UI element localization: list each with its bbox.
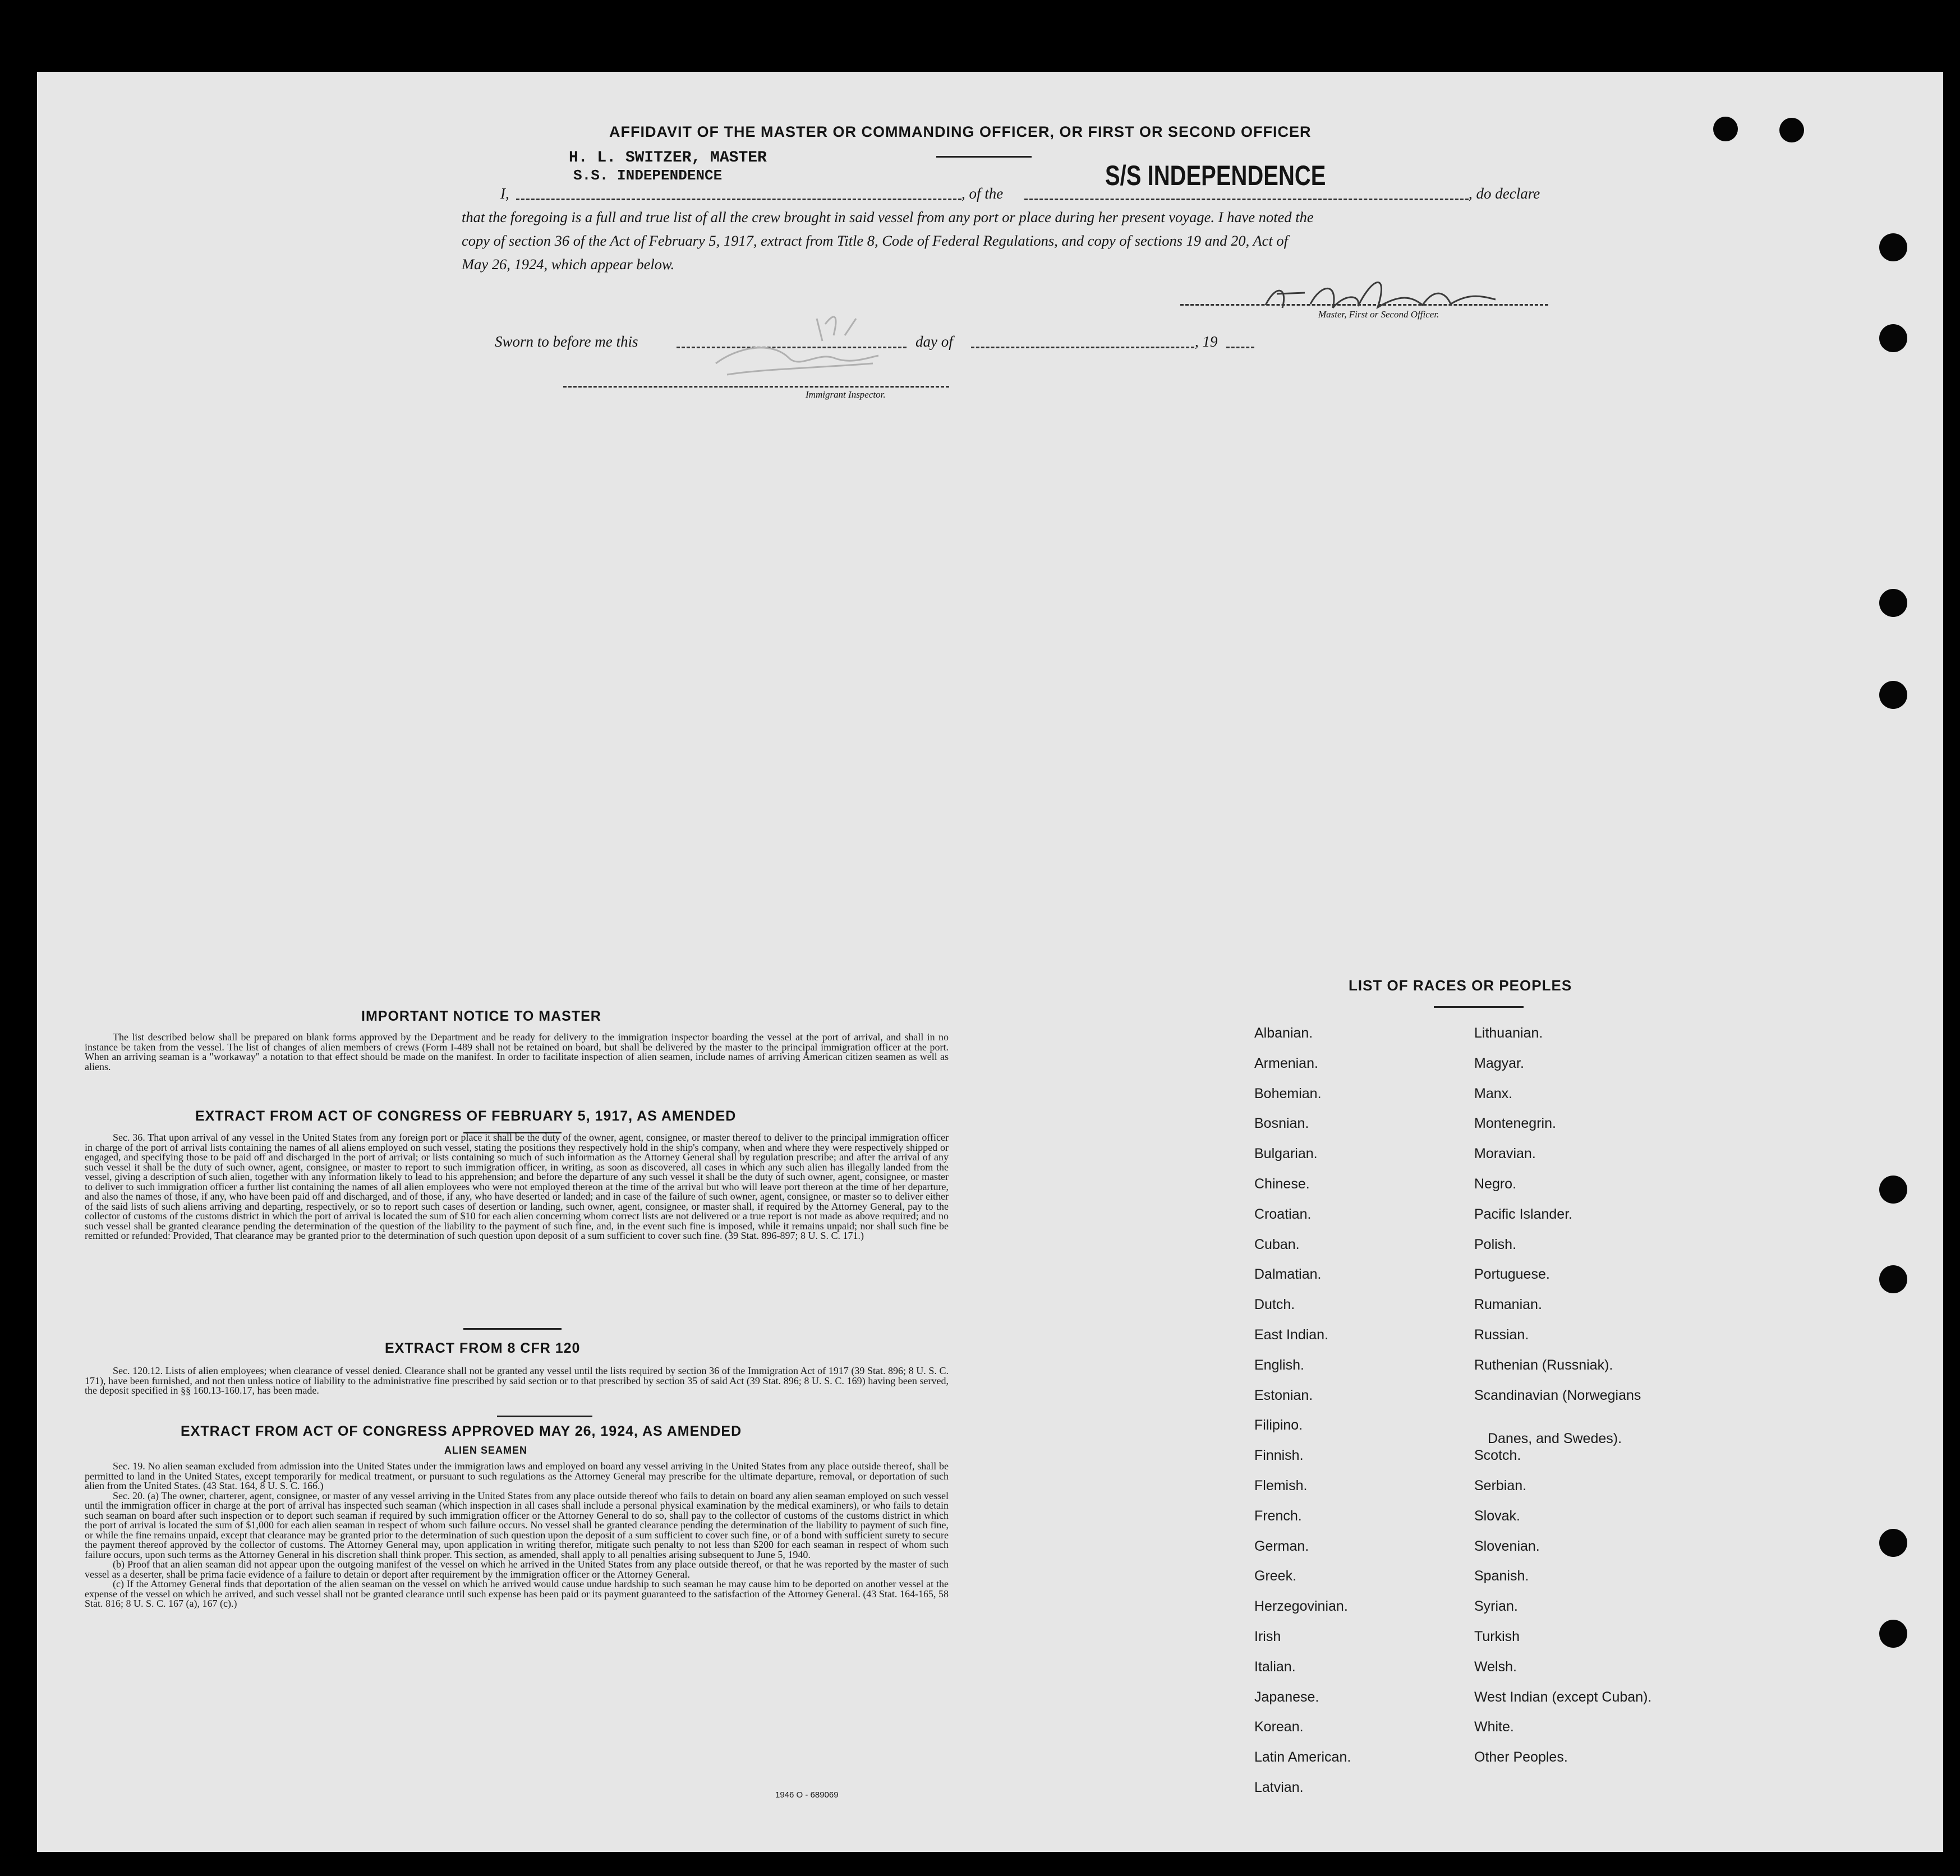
punch-hole bbox=[1713, 117, 1738, 141]
race-entry: German. bbox=[1254, 1538, 1309, 1554]
notice-text bbox=[85, 1033, 949, 1072]
sec-20a-paragraph: Sec. 20. (a) The owner, charterer, agent, consignee, or master of any vessel arriving in the United States from any place outside thereof who fails to detain on board any alien seaman employed on such vessel until the immigration officer in charge at the port of arrival has inspected such seaman (which inspection in all cases shall include a personal physical examination by the medical examiners), or who fails to detain such seaman on board after such inspection or to deport such seaman if required by such immigration officer or the Attorney General to do so, shall pay to the collector of customs of the customs district in which the port of arrival is located the sum of $1,000 for each alien seaman in respect of whom such failure occurs. No vessel shall be granted clearance pending the determination of the liability to payment of such fine, or while the fine remains unpaid, except that clearance may be granted prior to the determination of such question upon the deposit of a sum sufficient to cover such fine, or of a bond with sufficient surety to secure the payment thereof approved by the collector of customs. The Attorney General may, upon application in writing therefor, mitigate such penalty to not less than $200 for each seaman in respect of whom such failure occurs, upon such terms as the Attorney General in his discretion shall think proper. This section, as amended, shall apply to all penalties arising subsequent to June 5, 1940. bbox=[85, 1490, 949, 1560]
extract-1917-divider bbox=[463, 1328, 562, 1330]
sec-36-paragraph: Sec. 36. That upon arrival of any vessel in the United States from any foreign port or place it shall be the duty of the owner, agent, consignee, or master thereof to deliver to the principal immigration officer in charge of the port of arrival lists containing the names of all aliens employed on such vessel, stating the positions they respectively hold in the ship's company, when and where they were respectively shipped or engaged, and specifying those to be paid off and discharged in the port of arrival; or lists containing so much of such information as the Attorney General shall by regulation prescribe; and after the arrival of any such vessel it shall be the duty of such owner, agent, consignee, or master to report to such immigration officer, in writing, as soon as discovered, all cases in which any such alien has illegally landed from the vessel, giving a description of such alien, together with any information likely to lead to his apprehension; and before the departure of any such vessel it shall be the duty of such owner, agent, consignee, or master to deliver to such immigration officer a further list containing the names of all alien employees who were not employed thereon at the time of the arrival but who will leave port thereon at the time of her departure, and also the names of those, if any, who have been paid off and discharged, and of those, if any, who have deserted or landed; and in case of the failure of such owner, agent, consignee, or master so to deliver either of the said lists of such aliens arriving and departing, respectively, or so to report such cases of desertion or landing, such owner, agent, consignee, or master shall, if required by the Attorney General, pay to the collector of customs of the customs district in which the port of arrival is located the sum of $10 for each alien concerning whom correct lists are not delivered or a true report is not made as above required; and no such vessel shall be granted clearance pending the determination of the question of the liability to the payment of such fine, and, in the event such fine is imposed, while it remains unpaid; nor shall such fine be remitted or refunded: Provided, That clearance may be granted prior to the determination of such question upon deposit of a sum sufficient to cover such fine. (39 Stat. 896-897; 8 U. S. C. 171.) bbox=[85, 1132, 949, 1241]
race-entry: Magyar. bbox=[1474, 1055, 1524, 1071]
race-entry: English. bbox=[1254, 1357, 1304, 1373]
race-entry: Cuban. bbox=[1254, 1236, 1300, 1252]
extract-1924-title: EXTRACT FROM ACT OF CONGRESS APPROVED MAY 26, 1924, AS AMENDED bbox=[181, 1423, 742, 1439]
inspector-caption: Immigrant Inspector. bbox=[806, 389, 886, 400]
master-caption: Master, First or Second Officer. bbox=[1318, 309, 1439, 320]
race-entry: Moravian. bbox=[1474, 1146, 1536, 1162]
race-entry: Other Peoples. bbox=[1474, 1749, 1568, 1766]
race-entry: Rumanian. bbox=[1474, 1297, 1542, 1313]
affidavit-body-line-2: copy of section 36 of the Act of February 5, 1917, extract from Title 8, Code of Federal Regulations, and copy of sections 19 and 20, Act of bbox=[462, 232, 1288, 249]
race-entry: Dutch. bbox=[1254, 1297, 1295, 1313]
extract-1917-text bbox=[85, 1133, 949, 1241]
print-code: 1946 O - 689069 bbox=[775, 1790, 839, 1800]
sworn-month-line bbox=[971, 347, 1194, 348]
race-entry: Korean. bbox=[1254, 1719, 1304, 1735]
extract-1917-title: EXTRACT FROM ACT OF CONGRESS OF FEBRUARY 5, 1917, AS AMENDED bbox=[195, 1108, 737, 1124]
punch-hole bbox=[1879, 681, 1907, 709]
race-entry: White. bbox=[1474, 1719, 1514, 1735]
race-entry: Russian. bbox=[1474, 1327, 1529, 1343]
affidavit-body-line-3: May 26, 1924, which appear below. bbox=[462, 256, 675, 273]
race-entry: Danes, and Swedes). bbox=[1488, 1431, 1622, 1447]
race-entry: East Indian. bbox=[1254, 1327, 1329, 1343]
race-entry: Latvian. bbox=[1254, 1780, 1304, 1795]
vessel-name-line bbox=[1024, 199, 1469, 200]
title-underline bbox=[936, 156, 1032, 158]
punch-hole bbox=[1879, 1620, 1907, 1648]
race-entry: Latin American. bbox=[1254, 1749, 1351, 1766]
race-entry: Slovenian. bbox=[1474, 1538, 1540, 1554]
punch-hole bbox=[1879, 1176, 1907, 1204]
do-declare-label: , do declare bbox=[1469, 185, 1540, 202]
race-entry: West Indian (except Cuban). bbox=[1474, 1689, 1652, 1705]
race-entry: Portuguese. bbox=[1474, 1266, 1550, 1283]
vessel-name-stamp: S/S INDEPENDENCE bbox=[1105, 160, 1326, 191]
race-entry: Serbian. bbox=[1474, 1478, 1527, 1494]
punch-hole bbox=[1879, 1265, 1907, 1293]
race-entry: Herzegovinian. bbox=[1254, 1598, 1348, 1615]
race-entry: Turkish bbox=[1474, 1629, 1520, 1644]
extract-cfr-text bbox=[85, 1366, 949, 1396]
race-entry: Pacific Islander. bbox=[1474, 1206, 1573, 1222]
race-entry: Lithuanian. bbox=[1474, 1025, 1543, 1041]
race-entry: Albanian. bbox=[1254, 1025, 1313, 1041]
race-entry: Croatian. bbox=[1254, 1206, 1312, 1222]
typed-master-name: H. L. SWITZER, MASTER bbox=[569, 149, 767, 167]
race-entry: Estonian. bbox=[1254, 1387, 1313, 1403]
punch-hole bbox=[1879, 1529, 1907, 1557]
race-entry: Negro. bbox=[1474, 1176, 1517, 1192]
race-entry: Scotch. bbox=[1474, 1448, 1521, 1464]
race-entry: Ruthenian (Russniak). bbox=[1474, 1357, 1613, 1373]
punch-hole bbox=[1779, 118, 1804, 142]
sec-20b-paragraph: (b) Proof that an alien seaman did not appear upon the outgoing manifest of the vessel on which he arrived in the United States from any place outside thereof, or that he was reported by the master of such vessel as a deserter, shall be prima facie evidence of a failure to detain or deport after requirement by the immigration officer or the Attorney General. bbox=[85, 1559, 949, 1580]
race-entry: French. bbox=[1254, 1508, 1302, 1524]
affidavit-title: AFFIDAVIT OF THE MASTER OR COMMANDING OFFICER, OR FIRST OR SECOND OFFICER bbox=[609, 123, 1312, 140]
notice-paragraph: The list described below shall be prepared on blank forms approved by the Department and be ready for delivery to the immigration inspector boarding the vessel at the port of arrival, and shall in no instance be taken from the vessel. The list of changes of alien members of crews (Form I-489 shall not be retained on board, but shall be delivered by the master to the principal immigration officer at the port. When an arriving seaman is a "workaway" a notation to that effect should be made on the manifest. In order to facilitate inspection of alien seamen, include names of arriving American citizen seamen as well as aliens. bbox=[85, 1031, 949, 1072]
race-entry: Bohemian. bbox=[1254, 1085, 1322, 1101]
affidavit-body-line-1: that the foregoing is a full and true list of all the crew brought in said vessel from any port or place during her present voyage. I have noted the bbox=[462, 209, 1314, 225]
day-of-label: day of bbox=[915, 333, 953, 350]
race-entry: Spanish. bbox=[1474, 1568, 1529, 1584]
race-entry: Irish bbox=[1254, 1629, 1281, 1644]
race-entry: Scandinavian (Norwegians bbox=[1474, 1387, 1641, 1403]
extract-cfr-divider bbox=[497, 1416, 592, 1417]
race-entry: Montenegrin. bbox=[1474, 1116, 1556, 1132]
race-entry: Manx. bbox=[1474, 1085, 1513, 1101]
races-title: LIST OF RACES OR PEOPLES bbox=[1349, 977, 1572, 994]
punch-hole bbox=[1879, 233, 1907, 261]
race-entry: Filipino. bbox=[1254, 1417, 1303, 1433]
race-entry: Welsh. bbox=[1474, 1658, 1517, 1675]
sworn-label: Sworn to before me this bbox=[495, 333, 638, 350]
master-name-line bbox=[516, 199, 961, 200]
document-page bbox=[37, 72, 1943, 1852]
race-entry: Japanese. bbox=[1254, 1689, 1319, 1705]
sworn-year-line bbox=[1226, 347, 1254, 348]
race-entry: Bulgarian. bbox=[1254, 1146, 1318, 1162]
sec-19-paragraph: Sec. 19. No alien seaman excluded from admission into the United States under the immigration laws and employed on board any vessel arriving in the United States from any place outside thereof, shall be permitted to land in the United States, except temporarily for medical treatment, or pursuant to such regulations as the Attorney General may prescribe for the ultimate departure, removal, or deportation of such alien from the United States. (43 Stat. 164, 8 U. S. C. 166.) bbox=[85, 1460, 949, 1491]
typed-vessel-name: S.S. INDEPENDENCE bbox=[573, 167, 723, 184]
race-entry: Finnish. bbox=[1254, 1448, 1304, 1464]
of-the-label: , of the bbox=[961, 185, 1004, 202]
punch-hole bbox=[1879, 324, 1907, 352]
race-entry: Flemish. bbox=[1254, 1478, 1308, 1494]
notice-title: IMPORTANT NOTICE TO MASTER bbox=[361, 1008, 601, 1024]
extract-cfr-title: EXTRACT FROM 8 CFR 120 bbox=[385, 1340, 581, 1356]
race-entry: Greek. bbox=[1254, 1568, 1297, 1584]
sec-20c-paragraph: (c) If the Attorney General finds that deportation of the alien seaman on the vessel on which he arrived would cause undue hardship to such seaman he may cause him to be deported on another vessel at the expense of the vessel on which he arrived, and such vessel shall not be granted clearance until such expense has been paid or its payment guaranteed to the satisfaction of the Attorney General. (43 Stat. 164-165, 58 Stat. 816; 8 U. S. C. 167 (a), 167 (c).) bbox=[85, 1578, 949, 1609]
inspector-signature-line bbox=[563, 386, 949, 388]
race-entry: Italian. bbox=[1254, 1658, 1296, 1675]
race-entry: Polish. bbox=[1474, 1236, 1517, 1252]
race-entry: Chinese. bbox=[1254, 1176, 1310, 1192]
alien-seamen-subtitle: ALIEN SEAMEN bbox=[444, 1445, 528, 1456]
race-entry: Bosnian. bbox=[1254, 1116, 1309, 1132]
races-underline bbox=[1434, 1006, 1524, 1008]
punch-hole bbox=[1879, 589, 1907, 617]
race-entry: Dalmatian. bbox=[1254, 1266, 1322, 1283]
year-label: , 19 bbox=[1195, 333, 1218, 350]
race-entry: Syrian. bbox=[1474, 1598, 1518, 1615]
race-entry: Armenian. bbox=[1254, 1055, 1318, 1071]
inspector-signature bbox=[705, 302, 907, 386]
extract-1924-text bbox=[85, 1462, 949, 1609]
i-label: I, bbox=[500, 185, 509, 202]
sec-120-12-paragraph: Sec. 120.12. Lists of alien employees; when clearance of vessel denied. Clearance shall not be granted any vessel until the lists required by section 36 of the Immigration Act of 1917 (39 Stat. 896; 8 U. S. C. 171), have been furnished, and not then unless notice of liability to the administrative fine prescribed by said section or to that prescribed by section 35 of said Act (39 Stat. 896; 8 U. S. C. 169) having been served, the deposit specified in §§ 160.13-160.17, has been made. bbox=[85, 1365, 949, 1396]
race-entry: Slovak. bbox=[1474, 1508, 1520, 1524]
